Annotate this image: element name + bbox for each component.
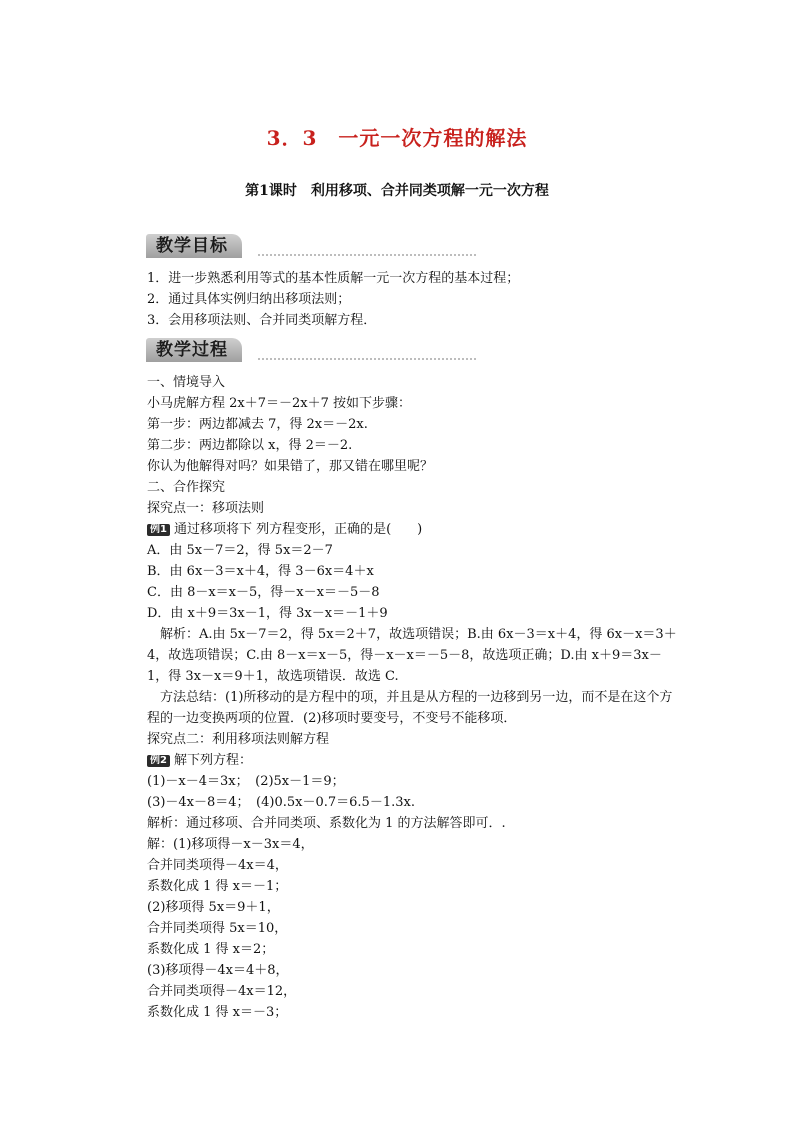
solution-line: 合并同类项得－4x＝4， <box>147 858 288 873</box>
example-1-question <box>147 519 677 540</box>
goal-item: 1．进一步熟悉利用等式的基本性质解一元一次方程的基本过程； <box>147 271 520 286</box>
banner-dotted-rule <box>258 356 476 360</box>
solution-line: 系数化成 1 得 x＝2； <box>147 942 275 957</box>
intro-line: 第一步：两边都减去 7，得 2x＝－2x. <box>147 417 368 432</box>
goal-item: 2．通过具体实例归纳出移项法则； <box>147 292 351 307</box>
equation-line: (3)－4x－8＝4； (4)0.5x－0.7＝6.5－1.3x. <box>147 795 415 810</box>
example-badge: 例1 <box>147 524 170 536</box>
page-title: 3．3 一元一次方程的解法 <box>266 126 528 150</box>
section-banner-label: 教学目标 <box>146 234 242 258</box>
example-2-question <box>147 750 677 771</box>
method-summary: 方法总结：(1)所移动的是方程中的项，并且是从方程的一边移到另一边，而不是在这个方程的一边变换两项的位置．(2)移项时要变号，不变号不能移项． <box>147 690 673 726</box>
explore-heading: 二、合作探究 <box>147 480 226 495</box>
example-badge: 例2 <box>147 755 170 767</box>
section-banner-goals <box>146 234 476 260</box>
intro-line: 小马虎解方程 2x＋7＝－2x＋7 按如下步骤： <box>147 396 412 411</box>
intro-line: 第二步：两边都除以 x，得 2＝－2. <box>147 438 353 453</box>
section-banner-label: 教学过程 <box>146 338 242 362</box>
lesson-subtitle: 第1课时 利用移项、合并同类项解一元一次方程 <box>245 183 549 199</box>
process-content <box>147 372 677 1023</box>
example-question-text: 解下列方程： <box>173 753 252 768</box>
solution-line: 合并同类项得－4x＝12， <box>147 984 297 999</box>
goal-item: 3．会用移项法则、合并同类项解方程． <box>147 313 377 328</box>
example-2-analysis: 解析：通过移项、合并同类项、系数化为 1 的方法解答即可．. <box>147 816 506 831</box>
solution-line: 系数化成 1 得 x＝－1； <box>147 879 288 894</box>
example-question-text: 通过移项将下 列方程变形，正确的是( ) <box>173 522 423 537</box>
option-b: B．由 6x－3＝x＋4，得 3－6x＝4＋x <box>147 564 374 579</box>
goals-list <box>147 268 677 331</box>
intro-heading: 一、情境导入 <box>147 375 226 390</box>
solution-line: (3)移项得－4x＝4＋8， <box>147 963 289 978</box>
solution-line: (2)移项得 5x＝9＋1， <box>147 900 280 915</box>
equation-line: (1)－x－4＝3x； (2)5x－1＝9； <box>147 774 345 789</box>
solution-line: 合并同类项得 5x＝10， <box>147 921 288 936</box>
solution-line: 解：(1)移项得－x－3x＝4， <box>147 837 314 852</box>
banner-dotted-rule <box>258 252 476 256</box>
explore-point-2: 探究点二：利用移项法则解方程 <box>147 732 330 747</box>
example-1-analysis: 解析：A.由 5x－7＝2，得 5x＝2＋7，故选项错误；B.由 6x－3＝x＋4，得 6x－x＝3＋4，故选项错误；C.由 8－x＝x－5，得－x－x＝－5－8，故选项正确；D.由 x＋9＝3x－1，得 3x－x＝9＋1，故选项错误．故选 C. <box>147 627 677 684</box>
option-a: A．由 5x－7＝2，得 5x＝2－7 <box>147 543 333 558</box>
intro-line: 你认为他解得对吗？如果错了，那又错在哪里呢？ <box>147 459 434 474</box>
solution-line: 系数化成 1 得 x＝－3； <box>147 1005 288 1020</box>
option-c: C．由 8－x＝x－5，得－x－x＝－5－8 <box>147 585 380 600</box>
option-d: D．由 x＋9＝3x－1，得 3x－x＝－1＋9 <box>147 606 388 621</box>
section-banner-process <box>146 338 476 364</box>
explore-point-1: 探究点一：移项法则 <box>147 501 265 516</box>
